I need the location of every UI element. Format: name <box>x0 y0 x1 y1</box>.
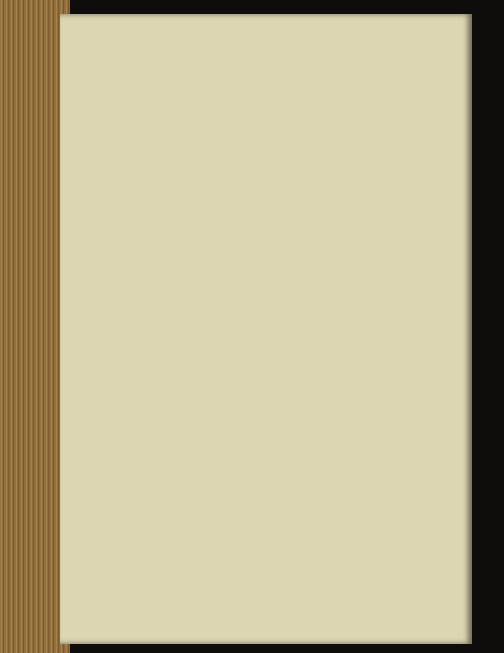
book-page <box>60 14 472 644</box>
